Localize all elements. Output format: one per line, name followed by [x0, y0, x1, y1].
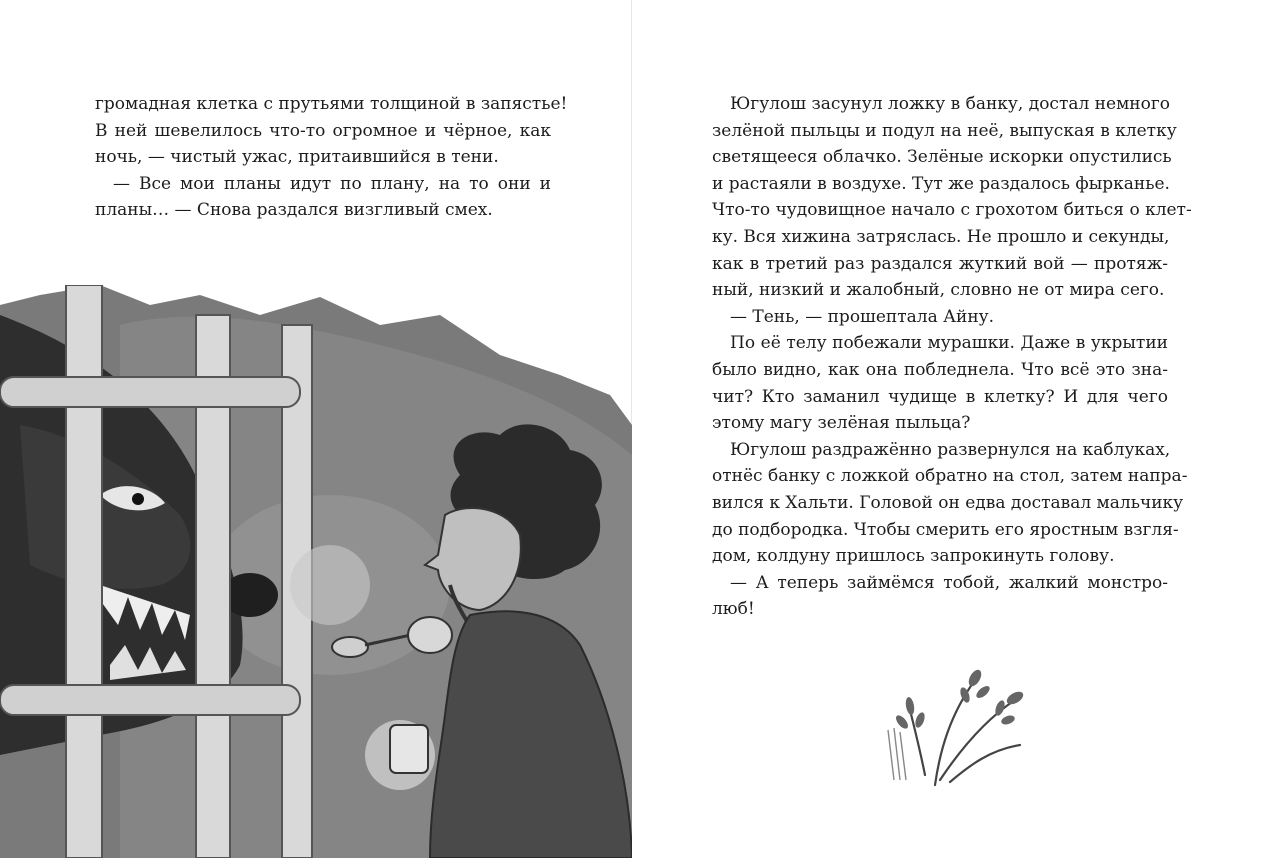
text-line: — А теперь займёмся тобой, жалкий монстро-	[730, 572, 1168, 593]
left-page	[0, 0, 631, 858]
plant-sprig-icon	[880, 640, 1040, 790]
text-line: дом, колдуну пришлось запрокинуть голову.	[712, 546, 1115, 567]
text-line: В ней шевелилось что-то огромное и чёрное, как	[95, 120, 551, 141]
text-line: Югулош раздражённо развернулся на каблуках,	[730, 439, 1171, 460]
text-line: было видно, как она побледнела. Что всё это зна-	[712, 359, 1168, 380]
text-line: вился к Хальти. Головой он едва доставал мальчику	[712, 492, 1184, 513]
text-line: — Тень, — прошептала Айну.	[730, 306, 995, 327]
text-line: зелёной пыльцы и подул на неё, выпуская в клетку	[712, 120, 1177, 141]
right-page-text	[712, 91, 1192, 623]
text-line: планы… — Снова раздался визгливый смех.	[95, 200, 493, 221]
text-line: Что-то чудовищное начало с грохотом биться о клет-	[712, 200, 1192, 221]
text-line: Югулош засунул ложку в банку, достал немного	[730, 94, 1171, 114]
left-page-text	[95, 91, 568, 224]
text-line: люб!	[712, 599, 755, 620]
text-line: отнёс банку с ложкой обратно на стол, затем напра-	[712, 466, 1188, 487]
text-line: ку. Вся хижина затряслась. Не прошло и секунды,	[712, 226, 1170, 247]
text-line: ночь, — чистый ужас, притаившийся в тени.	[95, 147, 499, 168]
text-line: По её телу побежали мурашки. Даже в укрытии	[730, 333, 1168, 354]
text-line: светящееся облачко. Зелёные искорки опустились	[712, 147, 1172, 168]
caged-monster-and-sorcerer-illustration	[0, 285, 632, 858]
text-line: до подбородка. Чтобы смерить его яростным взгля-	[712, 519, 1179, 540]
text-line: как в третий раз раздался жуткий вой — протяж-	[712, 253, 1168, 274]
text-line: и растаяли в воздухе. Тут же раздалось фырканье.	[712, 173, 1170, 194]
text-line: — Все мои планы идут по плану, на то они и	[113, 173, 551, 194]
text-line: громадная клетка с прутьями толщиной в запястье!	[95, 94, 568, 114]
text-line: этому магу зелёная пыльца?	[712, 413, 971, 434]
text-line: чит? Кто заманил чудище в клетку? И для чего	[712, 386, 1168, 407]
text-line: ный, низкий и жалобный, словно не от мира сего.	[712, 280, 1165, 301]
